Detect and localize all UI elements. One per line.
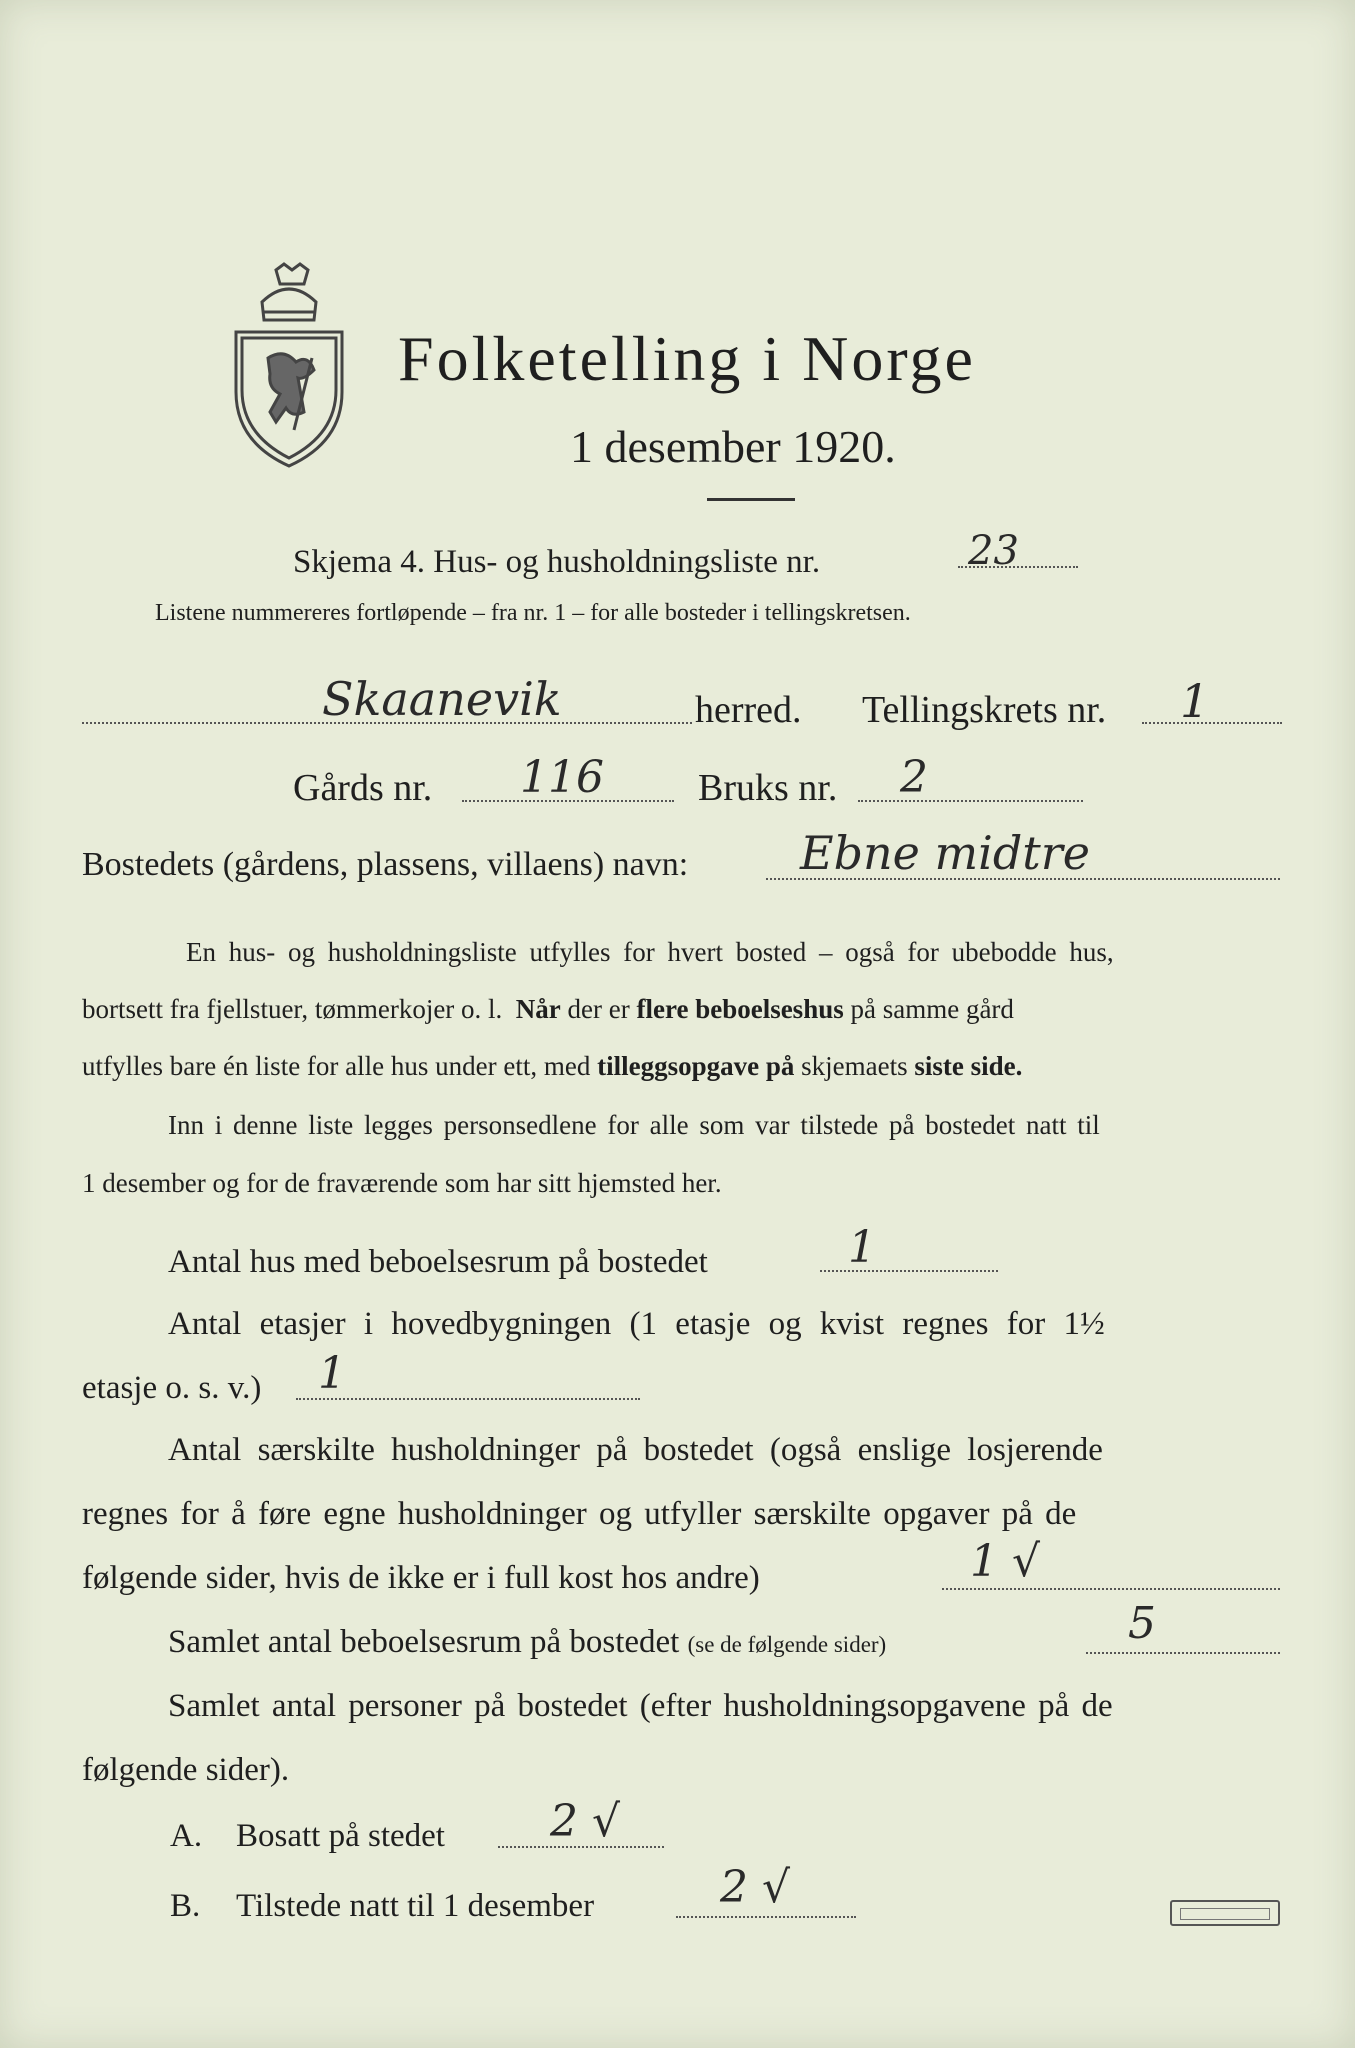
instruction-line-3-d: siste side. <box>914 1051 1023 1081</box>
gards-value: 116 <box>520 752 604 803</box>
personer-line-2: følgende sider). <box>82 1752 290 1788</box>
instruction-line-5: 1 desember og for de fraværende som har sitt hjemsted her. <box>82 1168 722 1198</box>
instruction-line-4: Inn i denne liste legges personsedlene for alle som var tilstede på bostedet natt til <box>168 1110 1100 1140</box>
instruction-line-3 <box>82 1051 1022 1082</box>
instruction-line-2-e: på samme gård <box>850 994 1014 1024</box>
herred-value: Skaanevik <box>322 672 562 726</box>
tellingskrets-value: 1 <box>1180 674 1210 728</box>
husholdninger-line-1: Antal særskilte husholdninger på bostedet (også enslige losjerende <box>168 1432 1103 1468</box>
numbering-note: Listene nummereres fortløpende – fra nr. 1 – for alle bosteder i tellingskretsen. <box>155 600 911 626</box>
tilstede-label: Tilstede natt til 1 desember <box>236 1888 595 1924</box>
herred-label: herred. <box>695 689 802 731</box>
form-title: Folketelling i Norge <box>398 323 976 394</box>
instruction-line-3-b: tilleggsopgave på <box>597 1051 795 1081</box>
schema-label: Skjema 4. Hus- og husholdningsliste nr. <box>293 544 821 580</box>
rum-value-line <box>1086 1652 1280 1654</box>
bosted-value: Ebne midtre <box>800 826 1090 880</box>
etasjer-value: 1 <box>318 1348 346 1399</box>
husholdninger-value-line <box>942 1588 1280 1590</box>
bosatt-label: Bosatt på stedet <box>236 1818 445 1854</box>
instruction-line-1: En hus- og husholdningsliste utfylles for hvert bosted – også for ubebodde hus, <box>186 937 1114 967</box>
tilstede-value-line <box>676 1916 856 1918</box>
census-date: 1 desember 1920. <box>570 421 896 472</box>
bosted-label: Bostedets (gårdens, plassens, villaens) navn: <box>82 846 689 883</box>
tilstede-letter: B. <box>170 1888 201 1924</box>
husholdninger-line-2: regnes for å føre egne husholdninger og utfyller særskilte opgaver på de <box>82 1496 1077 1532</box>
title-divider <box>707 498 795 501</box>
instruction-line-2 <box>82 994 1014 1025</box>
tellingskrets-label: Tellingskrets nr. <box>862 689 1107 731</box>
hus-value: 1 <box>848 1222 876 1273</box>
bosatt-letter: A. <box>170 1818 203 1854</box>
instruction-line-2-d: flere beboelseshus <box>636 994 844 1024</box>
instruction-line-3-c: skjemaets <box>801 1051 908 1081</box>
coat-of-arms-icon <box>228 262 350 470</box>
rum-label: Samlet antal beboelsesrum på bostedet <box>168 1624 680 1660</box>
rum-value: 5 <box>1128 1598 1156 1649</box>
bruks-value-line <box>858 800 1083 802</box>
instruction-line-3-a: utfylles bare én liste for alle hus under ett, med <box>82 1051 591 1081</box>
rum-note: (se de følgende sider) <box>687 1632 887 1657</box>
hus-label: Antal hus med beboelsesrum på bostedet <box>168 1244 708 1280</box>
rum-line <box>168 1624 886 1661</box>
hus-value-line <box>820 1270 998 1272</box>
bruks-label: Bruks nr. <box>698 767 838 809</box>
schema-value: 23 <box>968 528 1019 574</box>
tellingskrets-value-line <box>1142 722 1282 724</box>
personer-line-1: Samlet antal personer på bostedet (efter husholdningsopgavene på de <box>168 1688 1113 1724</box>
etasjer-line-1: Antal etasjer i hovedbygningen (1 etasje og kvist regnes for 1½ <box>168 1306 1105 1342</box>
gards-label: Gårds nr. <box>293 767 433 809</box>
etasjer-value-line <box>296 1398 640 1400</box>
tilstede-value: 2 √ <box>720 1862 791 1913</box>
instruction-line-2-a: bortsett fra fjellstuer, tømmerkojer o. l. <box>82 994 503 1024</box>
husholdninger-value: 1 √ <box>970 1536 1041 1587</box>
instruction-line-2-b: Når <box>515 994 561 1024</box>
instruction-line-2-c: der er <box>567 994 630 1024</box>
husholdninger-line-3: følgende sider, hvis de ikke er i full kost hos andre) <box>82 1560 760 1596</box>
etasjer-line-2: etasje o. s. v.) <box>82 1370 262 1406</box>
printer-stamp <box>1170 1900 1280 1926</box>
bruks-value: 2 <box>900 752 928 803</box>
bosatt-value: 2 √ <box>550 1796 621 1847</box>
